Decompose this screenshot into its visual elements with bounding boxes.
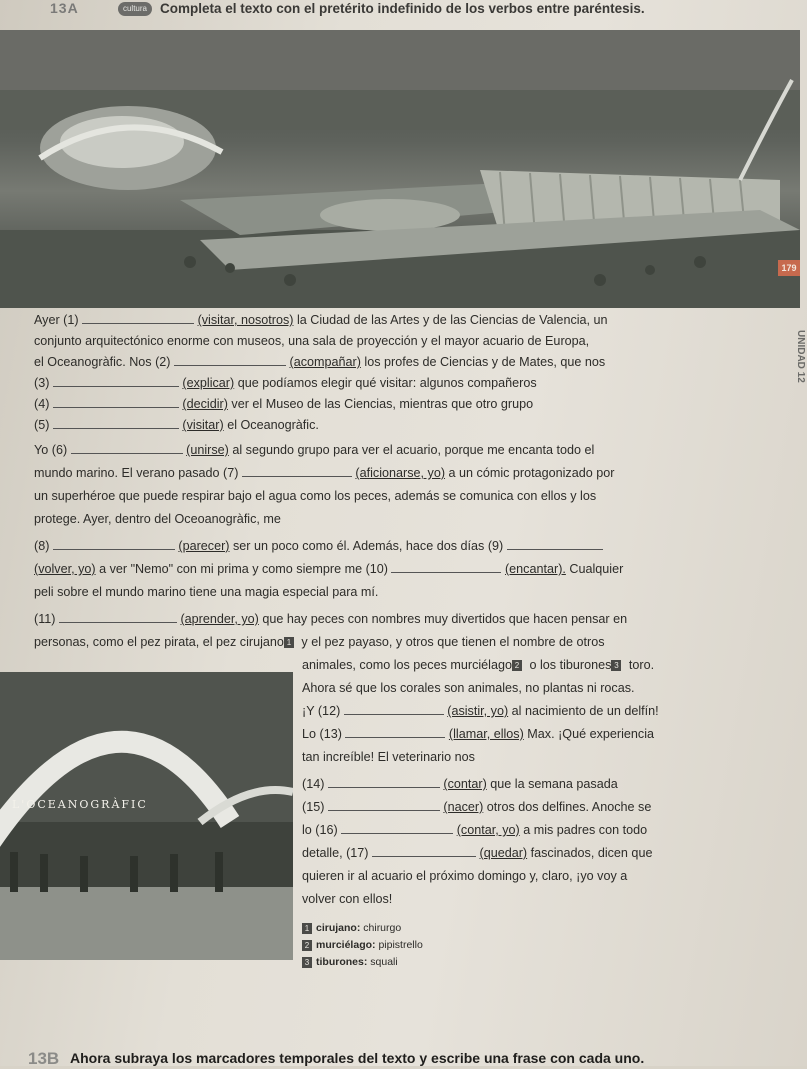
next-activity-instruction: Ahora subraya los marcadores temporales del texto y escribe una frase con cada uno. <box>70 1050 645 1066</box>
blank-3[interactable] <box>53 374 179 387</box>
text-line-14: (11) (aprender, yo) que hay peces con nombres muy divertidos que hacen pensar en <box>34 612 628 626</box>
text-line-2: conjunto arquitectónico enorme con museos, una sala de proyección y el mayor acuario de Europa, <box>34 334 590 348</box>
blank-4[interactable] <box>53 395 179 408</box>
text-line-16: animales, como los peces murciélago 2 o los tiburones 3 toro. <box>302 658 655 672</box>
unit-side-label: UNIDAD 12 <box>795 330 806 383</box>
footnote-mark-2: 2 <box>512 660 522 671</box>
text-line-1: Ayer (1) (visitar, nosotros) la Ciudad de las Artes y de las Ciencias de Valencia, un <box>34 313 608 327</box>
city-of-arts-illustration <box>0 30 800 308</box>
oceanografic-sign: L'OCEANOGRÀFIC <box>12 798 148 811</box>
text-line-5: (4) (decidir) ver el Museo de las Ciencias, mientras que otro grupo <box>34 397 534 411</box>
blank-14[interactable] <box>328 775 440 788</box>
footnote-mark-1: 1 <box>284 637 294 648</box>
activity-number: 13A <box>50 0 79 16</box>
text-line-20: tan increíble! El veterinario nos <box>302 750 475 764</box>
text-line-18: ¡Y (12) (asistir, yo) al nacimiento de un delfín! <box>302 704 659 718</box>
text-line-19: Lo (13) (llamar, ellos) Max. ¡Qué experiencia <box>302 727 654 741</box>
text-line-15: personas, como el pez pirata, el pez cirujano 1 y el pez payaso, y otros que tienen el nombre de otros <box>34 635 605 649</box>
blank-2[interactable] <box>174 353 286 366</box>
blank-10[interactable] <box>391 560 501 573</box>
oceanografic-illustration <box>0 672 293 960</box>
blank-16[interactable] <box>341 821 453 834</box>
page-number: 179 <box>778 260 800 276</box>
glossary-note-1: 1 cirujano: chirurgo <box>302 920 401 937</box>
oceanografic-photo <box>0 672 293 960</box>
text-line-8: mundo marino. El verano pasado (7) (aficionarse, yo) a un cómic protagonizado por <box>34 466 615 480</box>
culture-badge: cultura <box>118 2 152 16</box>
text-line-7: Yo (6) (unirse) al segundo grupo para ver el acuario, porque me encanta todo el <box>34 443 595 457</box>
blank-7[interactable] <box>242 464 352 477</box>
text-line-22: (15) (nacer) otros dos delfines. Anoche se <box>302 800 652 814</box>
glossary-note-2: 2 murciélago: pipistrello <box>302 937 423 954</box>
exercise-header <box>0 0 807 26</box>
text-line-21: (14) (contar) que la semana pasada <box>302 777 618 791</box>
text-line-3: el Oceanogràfic. Nos (2) (acompañar) los profes de Ciencias y de Mates, que nos <box>34 355 606 369</box>
city-of-arts-photo <box>0 30 800 308</box>
blank-12[interactable] <box>344 702 444 715</box>
text-line-9: un superhéroe que puede respirar bajo el agua como los peces, además se comunica con ellos y los <box>34 489 597 503</box>
glossary-note-3: 3 tiburones: squali <box>302 954 398 971</box>
text-line-24: detalle, (17) (quedar) fascinados, dicen que <box>302 846 653 860</box>
blank-1[interactable] <box>82 311 194 324</box>
blank-8[interactable] <box>53 537 175 550</box>
blank-15[interactable] <box>328 798 440 811</box>
blank-11[interactable] <box>59 610 177 623</box>
footnote-mark-3: 3 <box>611 660 621 671</box>
text-line-23: lo (16) (contar, yo) a mis padres con todo <box>302 823 648 837</box>
exercise-instruction: Completa el texto con el pretérito indefinido de los verbos entre paréntesis. <box>160 1 645 16</box>
text-line-10: protege. Ayer, dentro del Oceoanogràfic, me <box>34 512 281 526</box>
text-line-25: quieren ir al acuario el próximo domingo y, claro, ¡yo voy a <box>302 869 628 883</box>
blank-9[interactable] <box>507 537 603 550</box>
next-activity-number: 13B <box>28 1049 60 1068</box>
text-line-17: Ahora sé que los corales son animales, no plantas ni rocas. <box>302 681 635 695</box>
blank-13[interactable] <box>345 725 445 738</box>
next-exercise <box>0 1049 807 1066</box>
text-line-13: peli sobre el mundo marino tiene una magia especial para mí. <box>34 585 379 599</box>
text-line-4: (3) (explicar) que podíamos elegir qué visitar: algunos compañeros <box>34 376 537 390</box>
text-line-12: (volver, yo) a ver "Nemo" con mi prima y como siempre me (10) (encantar). Cualquier <box>34 562 624 576</box>
text-line-6: (5) (visitar) el Oceanogràfic. <box>34 418 319 432</box>
text-line-26: volver con ellos! <box>302 892 393 906</box>
blank-6[interactable] <box>71 441 183 454</box>
blank-17[interactable] <box>372 844 476 857</box>
text-line-11: (8) (parecer) ser un poco como él. Además, hace dos días (9) <box>34 536 603 557</box>
blank-5[interactable] <box>53 416 179 429</box>
